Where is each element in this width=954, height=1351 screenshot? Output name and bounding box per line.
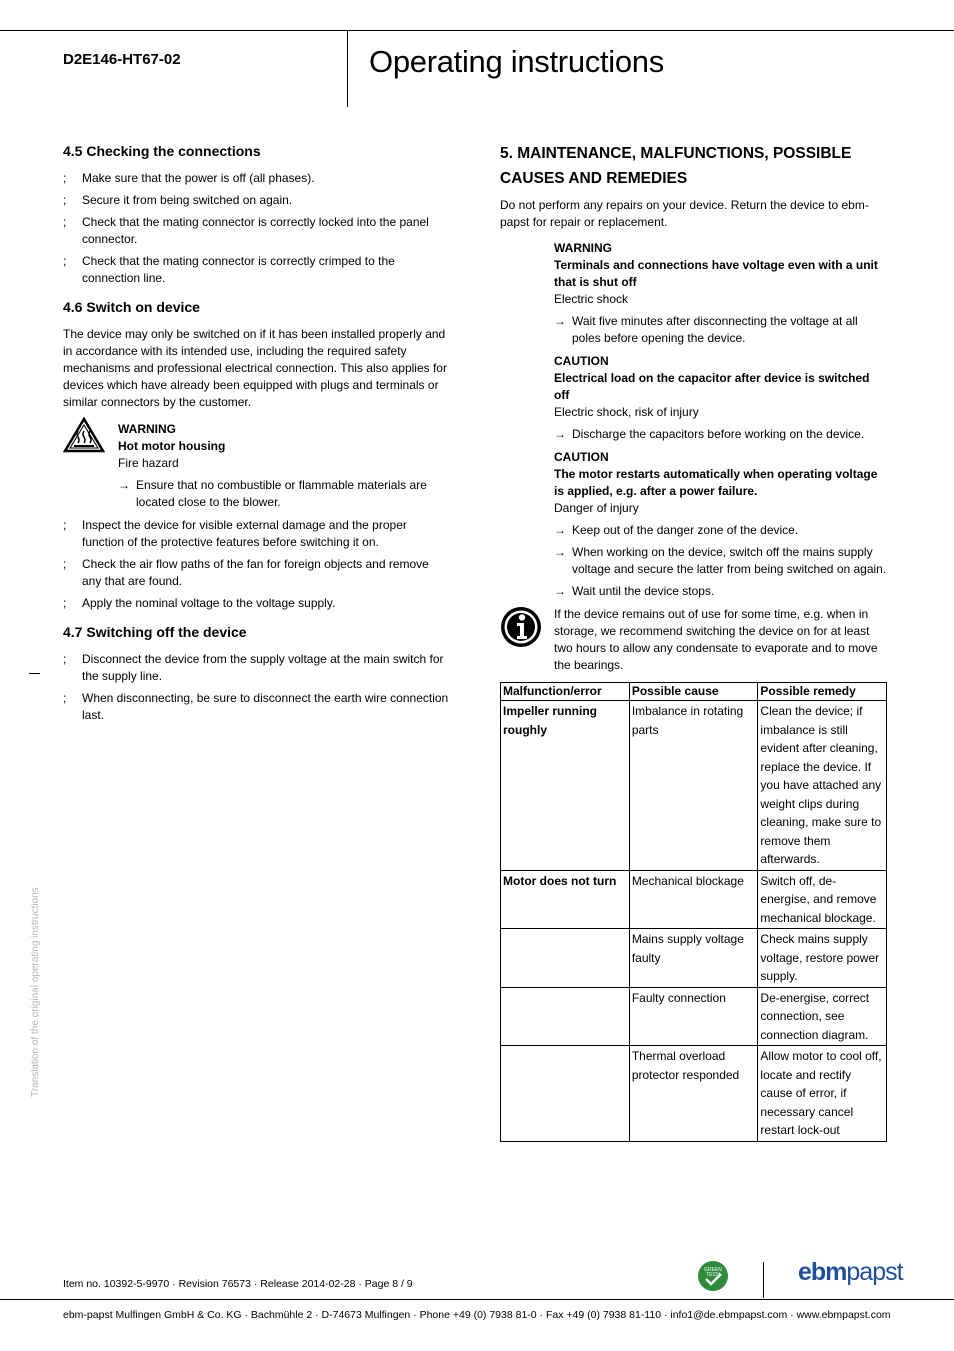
cause-cell: Mains supply voltage faulty bbox=[629, 929, 758, 988]
notice-label: WARNING bbox=[554, 241, 612, 255]
notice-action-text: When working on the device, switch off the mains supply voltage and secure the latter from being switched on again. bbox=[572, 545, 887, 576]
remedy-cell: Clean the device; if imbalance is still evident after cleaning, replace the device. If you have attached any weight clips during cleaning, make sure to remove them afterwards. bbox=[758, 701, 887, 871]
list-item bbox=[63, 170, 449, 187]
warning-label: WARNING bbox=[118, 422, 176, 436]
heading-5: 5. MAINTENANCE, MALFUNCTIONS, POSSIBLE CAUSES AND REMEDIES bbox=[500, 145, 852, 187]
info-block bbox=[500, 606, 888, 674]
notice-action-text: Wait until the device stops. bbox=[572, 584, 715, 598]
list-item bbox=[63, 253, 449, 287]
malfunction-table bbox=[500, 682, 887, 1142]
ebmpapst-logo bbox=[798, 1258, 903, 1287]
list-item-text: Make sure that the power is off (all phases). bbox=[82, 171, 315, 185]
remedy-cell: Allow motor to cool off, locate and rectify cause of error, if necessary cancel restart lock-out bbox=[758, 1046, 887, 1142]
left-column bbox=[63, 143, 449, 729]
green-tech-badge-icon bbox=[697, 1260, 729, 1292]
item-info: Item no. 10392-5-9970 · Revision 76573 · Release 2014-02-28 · Page 8 / 9 bbox=[63, 1278, 413, 1290]
right-column bbox=[500, 141, 888, 1142]
list-item bbox=[63, 690, 449, 724]
bullet-marker: ; bbox=[63, 518, 67, 532]
list-item-text: When disconnecting, be sure to disconnect the earth wire connection last. bbox=[82, 691, 449, 722]
table-row bbox=[501, 701, 887, 871]
bullet-marker: ; bbox=[63, 171, 67, 185]
remedy-cell: Switch off, de-energise, and remove mechanical blockage. bbox=[758, 870, 887, 929]
list-item-text: Inspect the device for visible external damage and the proper function of the protective features before switching it on. bbox=[82, 518, 407, 549]
warning-action-text: Ensure that no combustible or flammable materials are located close to the blower. bbox=[136, 478, 427, 509]
info-icon bbox=[500, 606, 542, 648]
notice-action bbox=[554, 522, 888, 539]
arrow-icon: → bbox=[554, 427, 566, 441]
table-header-row bbox=[501, 683, 887, 701]
bullet-marker: ; bbox=[63, 652, 67, 666]
notice-action-text: Wait five minutes after disconnecting the voltage at all poles before opening the device. bbox=[572, 314, 858, 345]
list-item bbox=[63, 651, 449, 685]
notice-action bbox=[554, 426, 888, 443]
list-item-text: Check the air flow paths of the fan for foreign objects and remove any that are found. bbox=[82, 557, 429, 588]
column-header: Possible remedy bbox=[758, 683, 887, 701]
heading-4-5: 4.5 Checking the connections bbox=[63, 143, 261, 159]
list-4-5 bbox=[63, 170, 449, 287]
side-note: Translation of the original operating instructions bbox=[30, 887, 41, 1097]
bullet-marker: ; bbox=[63, 193, 67, 207]
margin-tick bbox=[29, 673, 40, 674]
list-4-6 bbox=[63, 517, 449, 612]
cause-cell: Faulty connection bbox=[629, 987, 758, 1046]
paragraph-4-6: The device may only be switched on if it has been installed properly and in accordance with its intended use, including the required safety mechanisms and professional electrical connection. This also applies for devices which have already been equipped with plugs and terminals or similar connectors by the customer. bbox=[63, 327, 447, 409]
header-divider bbox=[347, 30, 348, 107]
list-item-text: Check that the mating connector is correctly crimped to the connection line. bbox=[82, 254, 395, 285]
list-item-text: Check that the mating connector is correctly locked into the panel connector. bbox=[82, 215, 429, 246]
footer-rule bbox=[0, 1299, 954, 1300]
list-item-text: Apply the nominal voltage to the voltage supply. bbox=[82, 596, 336, 610]
bullet-marker: ; bbox=[63, 215, 67, 229]
notice-label: CAUTION bbox=[554, 450, 609, 464]
notice-caution-1 bbox=[554, 353, 888, 443]
badge-text-top: GREEN bbox=[704, 1267, 722, 1273]
bullet-marker: ; bbox=[63, 557, 67, 571]
list-item bbox=[63, 517, 449, 551]
warning-title: Hot motor housing bbox=[118, 439, 226, 453]
notice-title: Electrical load on the capacitor after device is switched off bbox=[554, 371, 870, 402]
notice-action bbox=[554, 313, 888, 347]
notice-action bbox=[554, 544, 888, 578]
list-item-text: Secure it from being switched on again. bbox=[82, 193, 293, 207]
model-number: D2E146-HT67-02 bbox=[63, 51, 181, 68]
malfunction-cell bbox=[501, 1046, 630, 1142]
table-row bbox=[501, 929, 887, 988]
table-body bbox=[501, 701, 887, 1142]
arrow-icon: → bbox=[554, 584, 566, 598]
bullet-marker: ; bbox=[63, 254, 67, 268]
malfunction-cell: Motor does not turn bbox=[501, 870, 630, 929]
notice-label: CAUTION bbox=[554, 354, 609, 368]
notice-action bbox=[554, 583, 888, 600]
notice-subtitle: Danger of injury bbox=[554, 501, 639, 515]
list-item bbox=[63, 214, 449, 248]
info-text: If the device remains out of use for some time, e.g. when in storage, we recommend switching the device on for at least two hours to allow any condensate to evaporate and to move the bearings. bbox=[554, 607, 878, 672]
notice-subtitle: Electric shock, risk of injury bbox=[554, 405, 699, 419]
remedy-cell: De-energise, correct connection, see connection diagram. bbox=[758, 987, 887, 1046]
hot-surface-warning-icon bbox=[63, 417, 105, 453]
company-info: ebm-papst Mulfingen GmbH & Co. KG · Bachmühle 2 · D-74673 Mulfingen · Phone +49 (0) 7938 81-0 · Fax +49 (0) 7938 81-110 · info1@de.ebmpapst.com · www.ebmpapst.com bbox=[63, 1309, 891, 1321]
warning-action bbox=[118, 477, 449, 511]
table-row bbox=[501, 870, 887, 929]
cause-cell: Mechanical blockage bbox=[629, 870, 758, 929]
list-4-7 bbox=[63, 651, 449, 724]
page-title: Operating instructions bbox=[369, 44, 664, 79]
column-header: Possible cause bbox=[629, 683, 758, 701]
notice-title: The motor restarts automatically when operating voltage is applied, e.g. after a power failure. bbox=[554, 467, 878, 498]
malfunction-cell: Impeller running roughly bbox=[501, 701, 630, 871]
bullet-marker: ; bbox=[63, 596, 67, 610]
heading-4-7: 4.7 Switching off the device bbox=[63, 624, 247, 640]
arrow-icon: → bbox=[554, 545, 566, 559]
column-header: Malfunction/error bbox=[501, 683, 630, 701]
logo-part-ebm: ebm bbox=[798, 1258, 847, 1286]
malfunction-cell bbox=[501, 929, 630, 988]
safety-notices bbox=[500, 240, 888, 600]
list-item bbox=[63, 595, 449, 612]
list-item-text: Disconnect the device from the supply voltage at the main switch for the supply line. bbox=[82, 652, 444, 683]
arrow-icon: → bbox=[554, 523, 566, 537]
list-item bbox=[63, 556, 449, 590]
cause-cell: Imbalance in rotating parts bbox=[629, 701, 758, 871]
warning-block-hot bbox=[63, 421, 449, 511]
badge-text-bottom: TECH bbox=[706, 1272, 720, 1278]
header-top-rule bbox=[0, 30, 954, 31]
bullet-marker: ; bbox=[63, 691, 67, 705]
arrow-icon: → bbox=[118, 478, 130, 492]
notice-caution-2 bbox=[554, 449, 888, 600]
table-row bbox=[501, 1046, 887, 1142]
notice-title: Terminals and connections have voltage even with a unit that is shut off bbox=[554, 258, 878, 289]
remedy-cell: Check mains supply voltage, restore power supply. bbox=[758, 929, 887, 988]
arrow-icon: → bbox=[554, 314, 566, 328]
malfunction-cell bbox=[501, 987, 630, 1046]
heading-4-6: 4.6 Switch on device bbox=[63, 299, 200, 315]
warning-subtitle: Fire hazard bbox=[118, 456, 179, 470]
notice-subtitle: Electric shock bbox=[554, 292, 629, 306]
cause-cell: Thermal overload protector responded bbox=[629, 1046, 758, 1142]
notice-action-text: Keep out of the danger zone of the device. bbox=[572, 523, 799, 537]
footer-logo-divider bbox=[763, 1262, 764, 1298]
logo-part-papst: papst bbox=[846, 1258, 903, 1286]
list-item bbox=[63, 192, 449, 209]
notice-action-text: Discharge the capacitors before working on the device. bbox=[572, 427, 865, 441]
notice-warning bbox=[554, 240, 888, 347]
table-row bbox=[501, 987, 887, 1046]
intro-paragraph: Do not perform any repairs on your device. Return the device to ebm-papst for repair or replacement. bbox=[500, 198, 869, 229]
